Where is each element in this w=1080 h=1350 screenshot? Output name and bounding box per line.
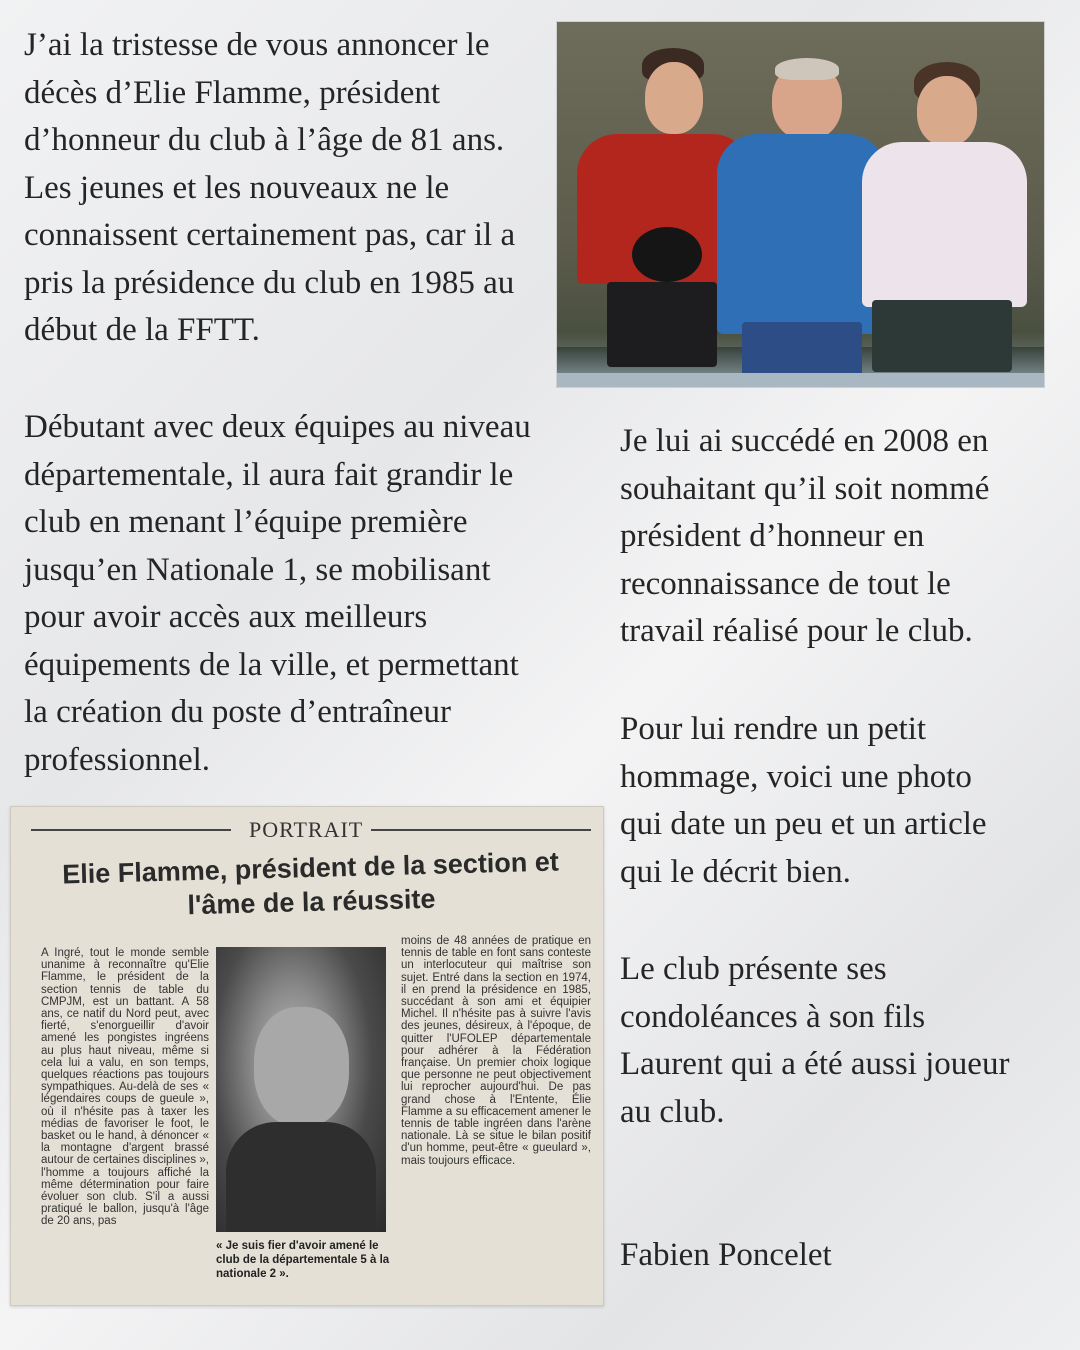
team-photo	[557, 22, 1044, 387]
paragraph-succession: Je lui ai succédé en 2008 en souhaitant qu’il soit nommé président d’honneur en reconnaissance de tout le travail réalisé pour le club.	[620, 423, 990, 649]
clipping-tag: PORTRAIT	[241, 817, 371, 843]
signature: Fabien Poncelet	[620, 1237, 832, 1273]
clipping-title: Elie Flamme, président de la section et l'âme de la réussite	[61, 846, 560, 921]
player-right	[862, 62, 1032, 372]
clipping-column-left: A Ingré, tout le monde semble unanime à reconnaître qu'Elie Flamme, le président de la section tennis de table du CMPJM, est un battant. A 58 ans, ce natif du Nord peut, avec fierté, s'enorgueillir d'avoir amené les pongistes ingréens au plus haut niveau, même si cela lui a valu, en son temps, quelques réactions pas toujours sympathiques. Au-delà de ses « légendaires coups de gueule », où il n'hésite pas à taxer les médias de favoriser le foot, le basket ou le hand, à dénoncer « la montagne d'argent brassé autour de certaines disciplines », l'homme a toujours affiché la même détermination pour faire évoluer son club. S'il a aussi pratiqué le ballon, jusqu'à l'âge de 20 ans, pas	[41, 947, 209, 1228]
clipping-column-right: moins de 48 années de pratique en tennis de table en font sans conteste un interlocuteur qui maîtrise son sujet. Entré dans la section en 1974, il en prend la présidence en 1985, succédant à son ami et équipier Michel. Il n'hésite pas à suivre l'avis des jeunes, désireux, à l'époque, de quitter l'UFOLEP départementale pour adhérer à la Fédération française. Un premier choix logique que personne ne peut objectivement lui reprocher aujourd'hui. De pas grand chose à l'Entente, Élie Flamme a su efficacement amener le tennis de table ingréen dans l'arène nationale. Là se situe le bilan positif d'un homme, peut-être « gueulard », mais toujours efficace.	[401, 935, 591, 1167]
newspaper-clipping	[10, 806, 604, 1306]
paragraph-history: Débutant avec deux équipes au niveau départementale, il aura fait grandir le club en menant l’équipe première jusqu’en Nationale 1, se mobilisant pour avoir accès aux meilleurs équipements de la ville, et permettant la création du poste d’entraîneur professionnel.	[24, 409, 531, 778]
paragraph-condolences: Le club présente ses condoléances à son fils Laurent qui a été aussi joueur au club.	[620, 951, 1010, 1130]
paragraph-announcement: J’ai la tristesse de vous annoncer le décès d’Elie Flamme, président d’honneur du club à l’âge de 81 ans. Les jeunes et les nouveaux ne le connaissent certainement pas, car il a pris la présidence du club en 1985 au début de la FFTT.	[24, 27, 516, 348]
portrait-shirt	[226, 1122, 376, 1232]
pingpong-table	[557, 373, 1044, 387]
clipping-portrait-photo	[216, 947, 386, 1232]
paddle-icon	[632, 227, 702, 282]
portrait-face	[254, 1007, 349, 1127]
paragraph-tribute: Pour lui rendre un petit hommage, voici une photo qui date un peu et un article qui le décrit bien.	[620, 711, 987, 890]
clipping-photo-caption: « Je suis fier d'avoir amené le club de la départementale 5 à la nationale 2 ».	[216, 1240, 390, 1280]
